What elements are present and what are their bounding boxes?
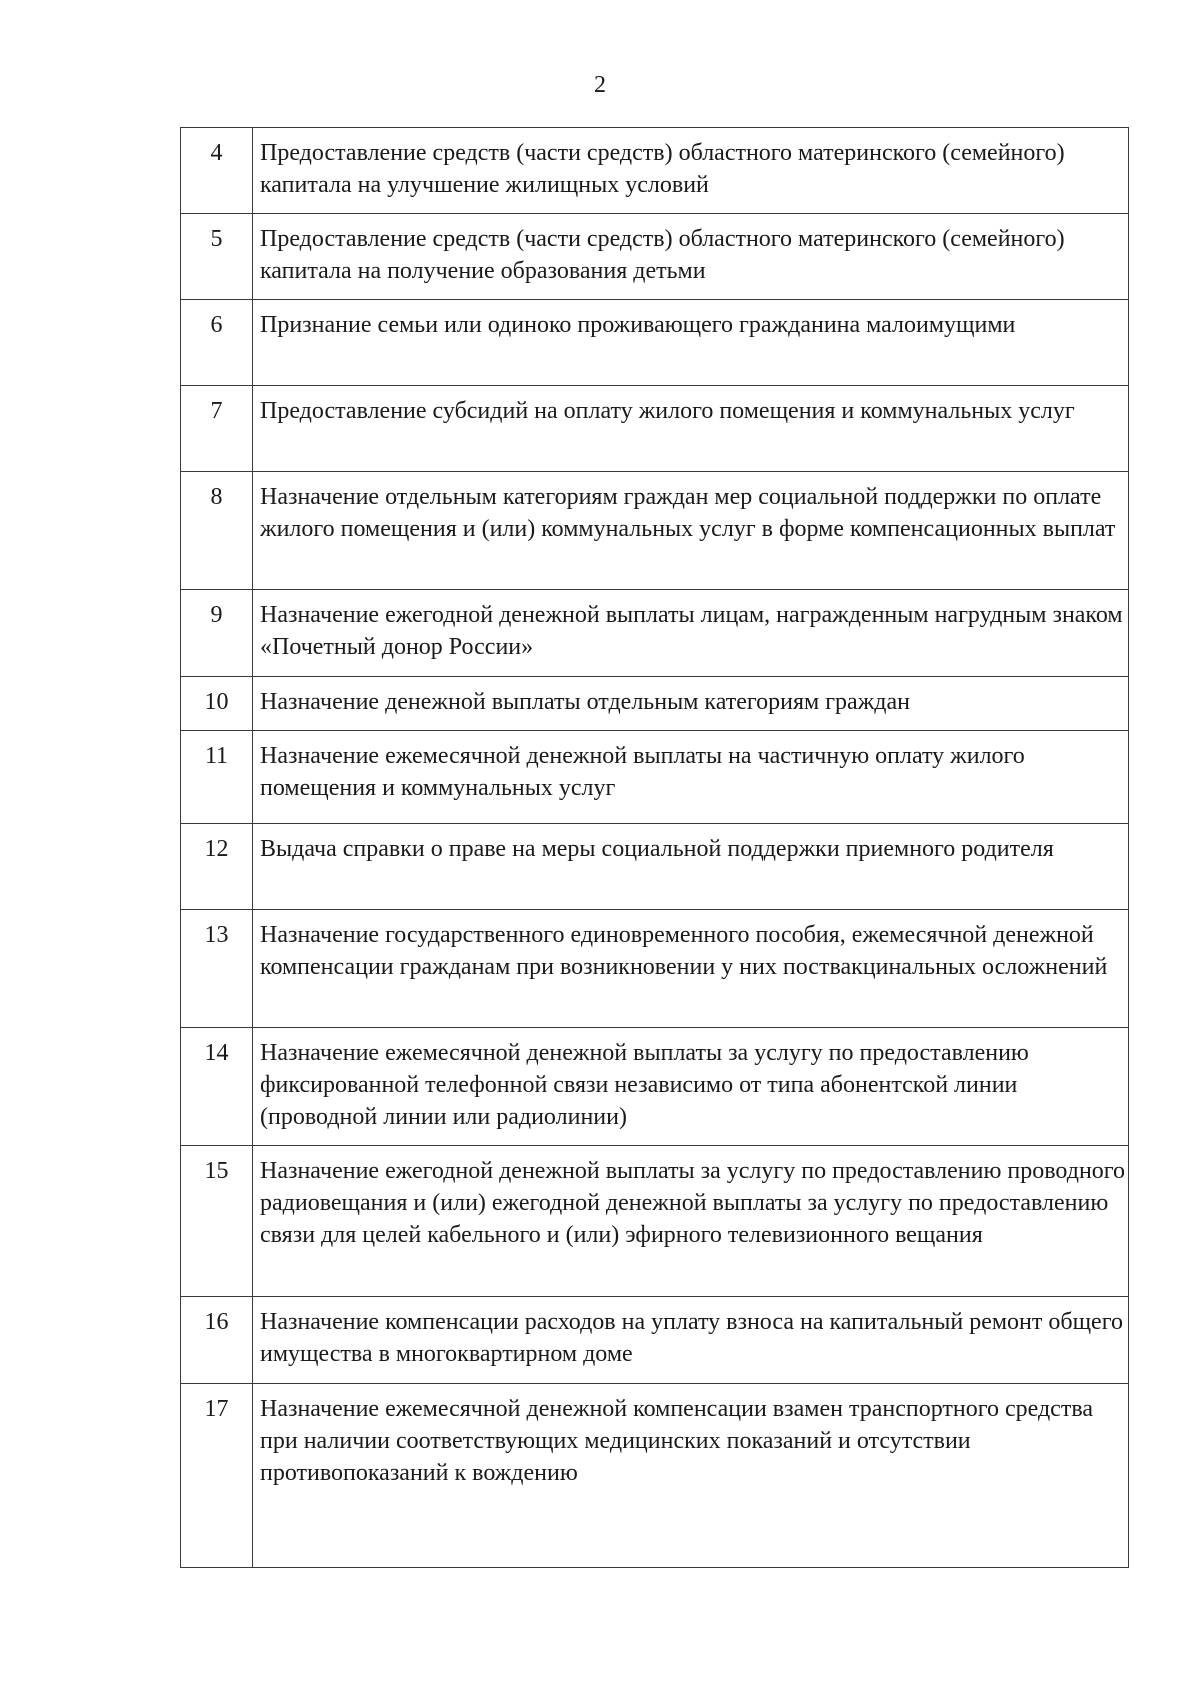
row-text: Назначение государственного единовременного пособия, ежемесячной денежной компенсации гражданам при возникновении у них поствакцинальных осложнений — [253, 910, 1129, 1028]
table-row — [181, 731, 1129, 824]
row-number: 16 — [181, 1297, 253, 1384]
table-row — [181, 1297, 1129, 1384]
table-row — [181, 677, 1129, 731]
row-text: Назначение ежемесячной денежной выплаты на частичную оплату жилого помещения и коммунальных услуг — [253, 731, 1129, 824]
table-row — [181, 214, 1129, 300]
row-text: Назначение ежемесячной денежной компенсации взамен транспортного средства при наличии соответствующих медицинских показаний и отсутствии противопоказаний к вождению — [253, 1384, 1129, 1568]
table-row — [181, 910, 1129, 1028]
table-row — [181, 1384, 1129, 1568]
row-text: Назначение ежегодной денежной выплаты лицам, награжденным нагрудным знаком «Почетный донор России» — [253, 590, 1129, 677]
row-number: 9 — [181, 590, 253, 677]
row-text: Назначение ежегодной денежной выплаты за услугу по предоставлению проводного радиовещания и (или) ежегодной денежной выплаты за услугу по предоставлению связи для целей кабельного и (или) эфирного телевизионного вещания — [253, 1146, 1129, 1297]
table-row — [181, 128, 1129, 214]
row-number: 8 — [181, 472, 253, 590]
row-number: 11 — [181, 731, 253, 824]
row-number: 6 — [181, 300, 253, 386]
row-number: 7 — [181, 386, 253, 472]
row-number: 12 — [181, 824, 253, 910]
row-text: Назначение отдельным категориям граждан мер социальной поддержки по оплате жилого помещения и (или) коммунальных услуг в форме компенсационных выплат — [253, 472, 1129, 590]
row-number: 4 — [181, 128, 253, 214]
table-row — [181, 590, 1129, 677]
row-text: Предоставление субсидий на оплату жилого помещения и коммунальных услуг — [253, 386, 1129, 472]
row-text: Назначение денежной выплаты отдельным категориям граждан — [253, 677, 1129, 731]
page-number: 2 — [594, 72, 606, 98]
row-text: Назначение ежемесячной денежной выплаты за услугу по предоставлению фиксированной телефонной связи независимо от типа абонентской линии (проводной линии или радиолинии) — [253, 1028, 1129, 1146]
table-row — [181, 1146, 1129, 1297]
row-number: 15 — [181, 1146, 253, 1297]
row-number: 17 — [181, 1384, 253, 1568]
table-row — [181, 1028, 1129, 1146]
row-text: Назначение компенсации расходов на уплату взноса на капитальный ремонт общего имущества в многоквартирном доме — [253, 1297, 1129, 1384]
table-row — [181, 300, 1129, 386]
row-text: Предоставление средств (части средств) областного материнского (семейного) капитала на получение образования детьми — [253, 214, 1129, 300]
row-number: 10 — [181, 677, 253, 731]
row-text: Выдача справки о праве на меры социальной поддержки приемного родителя — [253, 824, 1129, 910]
table-row — [181, 472, 1129, 590]
row-text: Предоставление средств (части средств) областного материнского (семейного) капитала на улучшение жилищных условий — [253, 128, 1129, 214]
row-number: 5 — [181, 214, 253, 300]
table-row — [181, 386, 1129, 472]
row-number: 14 — [181, 1028, 253, 1146]
row-number: 13 — [181, 910, 253, 1028]
table-row — [181, 824, 1129, 910]
row-text: Признание семьи или одиноко проживающего гражданина малоимущими — [253, 300, 1129, 386]
services-table — [180, 127, 1129, 1568]
